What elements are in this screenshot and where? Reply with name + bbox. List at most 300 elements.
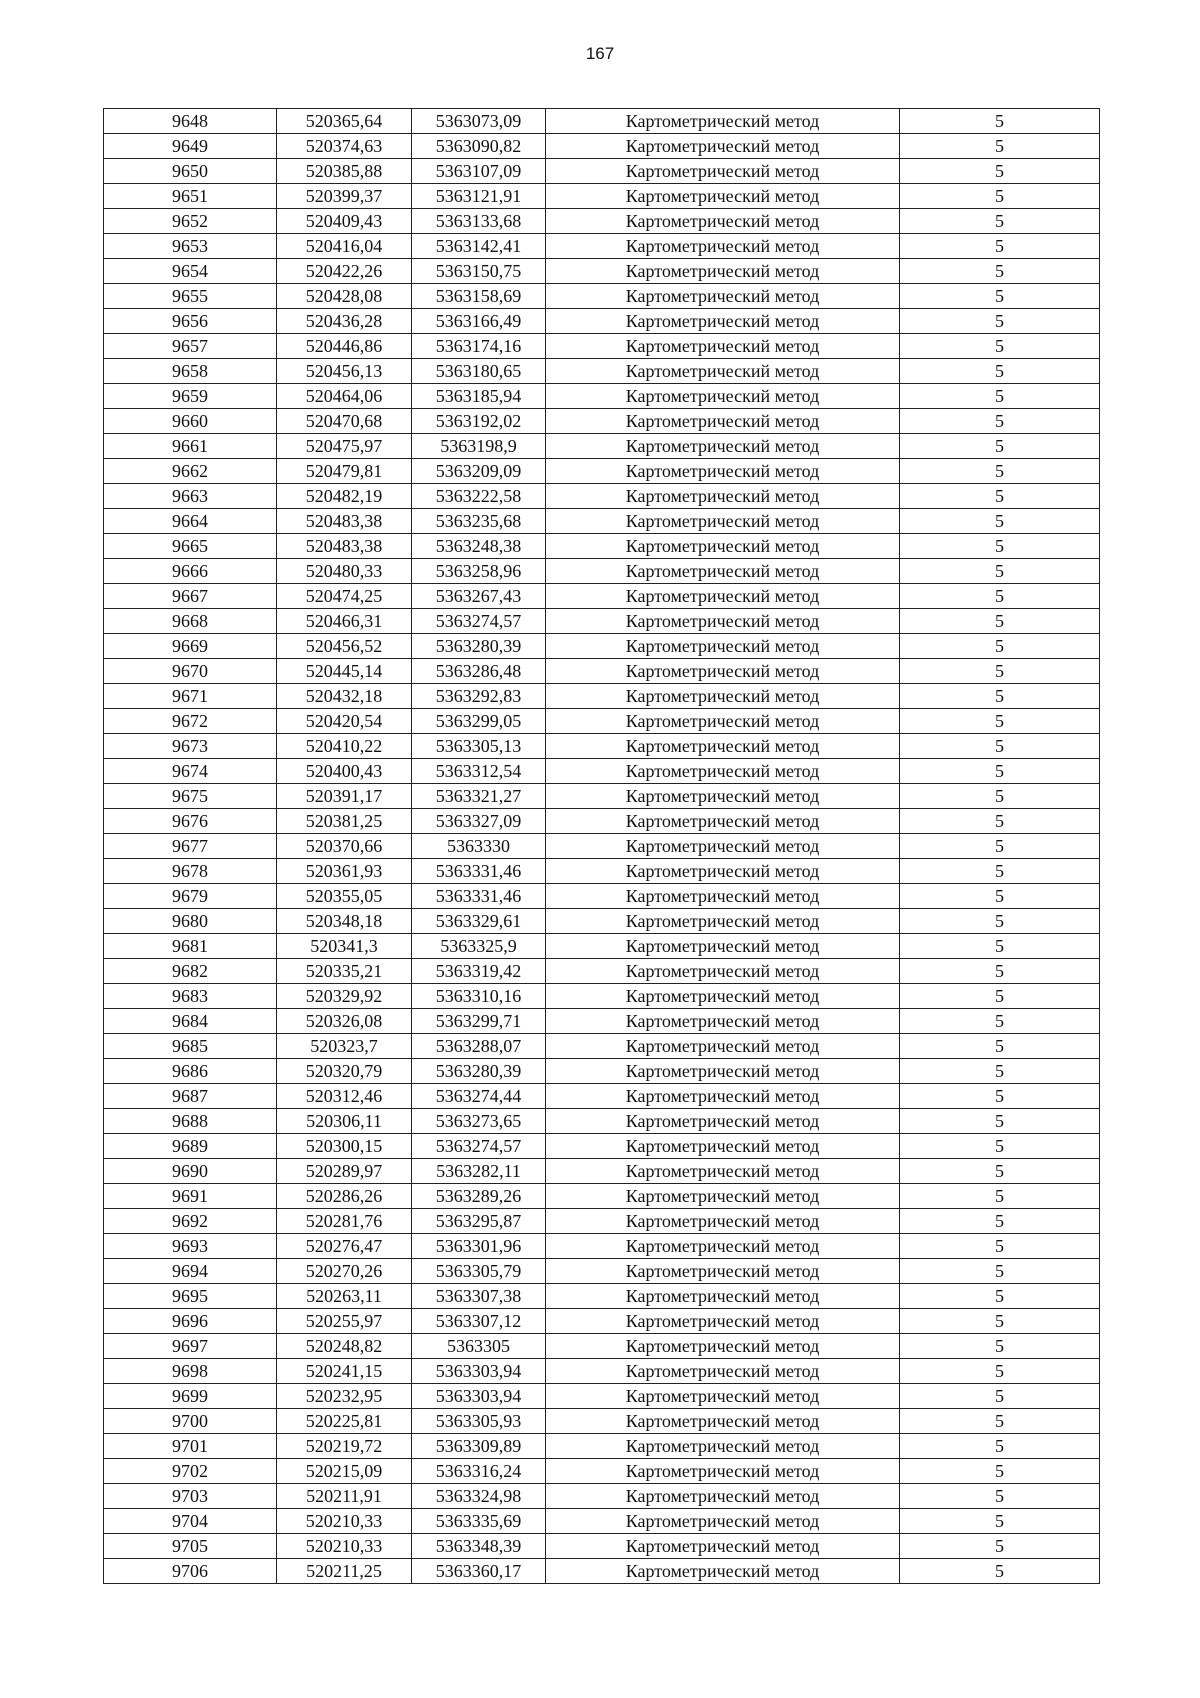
table-row [104, 1359, 1100, 1384]
x-coordinate-cell: 520355,05 [277, 884, 412, 909]
y-coordinate-cell: 5363325,9 [412, 934, 546, 959]
point-number-cell: 9671 [104, 684, 277, 709]
y-coordinate-cell: 5363305,13 [412, 734, 546, 759]
accuracy-cell: 5 [900, 909, 1100, 934]
y-coordinate-cell: 5363299,71 [412, 1009, 546, 1034]
point-number-cell: 9681 [104, 934, 277, 959]
table-row [104, 359, 1100, 384]
table-row [104, 634, 1100, 659]
accuracy-cell: 5 [900, 209, 1100, 234]
method-cell: Картометрический метод [546, 584, 900, 609]
table-row [104, 1209, 1100, 1234]
x-coordinate-cell: 520470,68 [277, 409, 412, 434]
table-row [104, 959, 1100, 984]
point-number-cell: 9648 [104, 109, 277, 134]
x-coordinate-cell: 520428,08 [277, 284, 412, 309]
point-number-cell: 9672 [104, 709, 277, 734]
point-number-cell: 9673 [104, 734, 277, 759]
y-coordinate-cell: 5363258,96 [412, 559, 546, 584]
method-cell: Картометрический метод [546, 184, 900, 209]
method-cell: Картометрический метод [546, 209, 900, 234]
method-cell: Картометрический метод [546, 1084, 900, 1109]
method-cell: Картометрический метод [546, 984, 900, 1009]
table-row [104, 609, 1100, 634]
method-cell: Картометрический метод [546, 859, 900, 884]
y-coordinate-cell: 5363305,79 [412, 1259, 546, 1284]
accuracy-cell: 5 [900, 1159, 1100, 1184]
x-coordinate-cell: 520365,64 [277, 109, 412, 134]
point-number-cell: 9651 [104, 184, 277, 209]
accuracy-cell: 5 [900, 1434, 1100, 1459]
table-row [104, 1334, 1100, 1359]
x-coordinate-cell: 520210,33 [277, 1534, 412, 1559]
point-number-cell: 9675 [104, 784, 277, 809]
point-number-cell: 9706 [104, 1559, 277, 1584]
x-coordinate-cell: 520281,76 [277, 1209, 412, 1234]
accuracy-cell: 5 [900, 434, 1100, 459]
y-coordinate-cell: 5363273,65 [412, 1109, 546, 1134]
y-coordinate-cell: 5363267,43 [412, 584, 546, 609]
point-number-cell: 9684 [104, 1009, 277, 1034]
y-coordinate-cell: 5363150,75 [412, 259, 546, 284]
point-number-cell: 9691 [104, 1184, 277, 1209]
table-row [104, 1084, 1100, 1109]
point-number-cell: 9687 [104, 1084, 277, 1109]
table-row [104, 509, 1100, 534]
accuracy-cell: 5 [900, 1534, 1100, 1559]
point-number-cell: 9692 [104, 1209, 277, 1234]
accuracy-cell: 5 [900, 1359, 1100, 1384]
x-coordinate-cell: 520210,33 [277, 1509, 412, 1534]
y-coordinate-cell: 5363133,68 [412, 209, 546, 234]
x-coordinate-cell: 520385,88 [277, 159, 412, 184]
table-row [104, 984, 1100, 1009]
y-coordinate-cell: 5363305,93 [412, 1409, 546, 1434]
method-cell: Картометрический метод [546, 1559, 900, 1584]
table-row [104, 184, 1100, 209]
y-coordinate-cell: 5363292,83 [412, 684, 546, 709]
table-row [104, 284, 1100, 309]
accuracy-cell: 5 [900, 709, 1100, 734]
y-coordinate-cell: 5363274,57 [412, 1134, 546, 1159]
accuracy-cell: 5 [900, 634, 1100, 659]
x-coordinate-cell: 520335,21 [277, 959, 412, 984]
point-number-cell: 9674 [104, 759, 277, 784]
point-number-cell: 9705 [104, 1534, 277, 1559]
y-coordinate-cell: 5363331,46 [412, 859, 546, 884]
accuracy-cell: 5 [900, 934, 1100, 959]
x-coordinate-cell: 520456,52 [277, 634, 412, 659]
point-number-cell: 9677 [104, 834, 277, 859]
point-number-cell: 9665 [104, 534, 277, 559]
y-coordinate-cell: 5363327,09 [412, 809, 546, 834]
x-coordinate-cell: 520474,25 [277, 584, 412, 609]
y-coordinate-cell: 5363303,94 [412, 1384, 546, 1409]
point-number-cell: 9689 [104, 1134, 277, 1159]
coordinates-table [103, 108, 1100, 1584]
table-row [104, 109, 1100, 134]
table-row [104, 1484, 1100, 1509]
x-coordinate-cell: 520323,7 [277, 1034, 412, 1059]
point-number-cell: 9701 [104, 1434, 277, 1459]
accuracy-cell: 5 [900, 1234, 1100, 1259]
accuracy-cell: 5 [900, 184, 1100, 209]
point-number-cell: 9699 [104, 1384, 277, 1409]
accuracy-cell: 5 [900, 1059, 1100, 1084]
y-coordinate-cell: 5363198,9 [412, 434, 546, 459]
y-coordinate-cell: 5363316,24 [412, 1459, 546, 1484]
accuracy-cell: 5 [900, 1459, 1100, 1484]
x-coordinate-cell: 520276,47 [277, 1234, 412, 1259]
y-coordinate-cell: 5363209,09 [412, 459, 546, 484]
method-cell: Картометрический метод [546, 1334, 900, 1359]
y-coordinate-cell: 5363248,38 [412, 534, 546, 559]
y-coordinate-cell: 5363222,58 [412, 484, 546, 509]
point-number-cell: 9679 [104, 884, 277, 909]
method-cell: Картометрический метод [546, 284, 900, 309]
point-number-cell: 9682 [104, 959, 277, 984]
point-number-cell: 9663 [104, 484, 277, 509]
point-number-cell: 9683 [104, 984, 277, 1009]
point-number-cell: 9649 [104, 134, 277, 159]
x-coordinate-cell: 520446,86 [277, 334, 412, 359]
method-cell: Картометрический метод [546, 684, 900, 709]
accuracy-cell: 5 [900, 1084, 1100, 1109]
accuracy-cell: 5 [900, 559, 1100, 584]
y-coordinate-cell: 5363282,11 [412, 1159, 546, 1184]
x-coordinate-cell: 520480,33 [277, 559, 412, 584]
y-coordinate-cell: 5363348,39 [412, 1534, 546, 1559]
point-number-cell: 9685 [104, 1034, 277, 1059]
y-coordinate-cell: 5363280,39 [412, 634, 546, 659]
accuracy-cell: 5 [900, 734, 1100, 759]
y-coordinate-cell: 5363307,12 [412, 1309, 546, 1334]
y-coordinate-cell: 5363331,46 [412, 884, 546, 909]
method-cell: Картометрический метод [546, 909, 900, 934]
accuracy-cell: 5 [900, 259, 1100, 284]
table-row [104, 309, 1100, 334]
table-row [104, 409, 1100, 434]
x-coordinate-cell: 520445,14 [277, 659, 412, 684]
x-coordinate-cell: 520464,06 [277, 384, 412, 409]
table-row [104, 1109, 1100, 1134]
table-row [104, 809, 1100, 834]
method-cell: Картометрический метод [546, 709, 900, 734]
x-coordinate-cell: 520270,26 [277, 1259, 412, 1284]
table-row [104, 884, 1100, 909]
table-row [104, 709, 1100, 734]
table-row [104, 234, 1100, 259]
point-number-cell: 9700 [104, 1409, 277, 1434]
point-number-cell: 9667 [104, 584, 277, 609]
table-row [104, 534, 1100, 559]
table-row [104, 1284, 1100, 1309]
x-coordinate-cell: 520211,91 [277, 1484, 412, 1509]
table-row [104, 484, 1100, 509]
x-coordinate-cell: 520300,15 [277, 1134, 412, 1159]
method-cell: Картометрический метод [546, 634, 900, 659]
method-cell: Картометрический метод [546, 734, 900, 759]
x-coordinate-cell: 520482,19 [277, 484, 412, 509]
table-row [104, 1434, 1100, 1459]
accuracy-cell: 5 [900, 459, 1100, 484]
y-coordinate-cell: 5363329,61 [412, 909, 546, 934]
method-cell: Картометрический метод [546, 659, 900, 684]
table-row [104, 334, 1100, 359]
x-coordinate-cell: 520320,79 [277, 1059, 412, 1084]
accuracy-cell: 5 [900, 334, 1100, 359]
table-row [104, 1234, 1100, 1259]
x-coordinate-cell: 520479,81 [277, 459, 412, 484]
y-coordinate-cell: 5363319,42 [412, 959, 546, 984]
method-cell: Картометрический метод [546, 1184, 900, 1209]
method-cell: Картометрический метод [546, 934, 900, 959]
accuracy-cell: 5 [900, 784, 1100, 809]
method-cell: Картометрический метод [546, 834, 900, 859]
point-number-cell: 9698 [104, 1359, 277, 1384]
y-coordinate-cell: 5363321,27 [412, 784, 546, 809]
accuracy-cell: 5 [900, 409, 1100, 434]
method-cell: Картометрический метод [546, 1009, 900, 1034]
x-coordinate-cell: 520326,08 [277, 1009, 412, 1034]
y-coordinate-cell: 5363303,94 [412, 1359, 546, 1384]
method-cell: Картометрический метод [546, 234, 900, 259]
method-cell: Картометрический метод [546, 1459, 900, 1484]
page-number: 167 [585, 44, 615, 63]
accuracy-cell: 5 [900, 659, 1100, 684]
method-cell: Картометрический метод [546, 1484, 900, 1509]
table-row [104, 909, 1100, 934]
y-coordinate-cell: 5363286,48 [412, 659, 546, 684]
method-cell: Картометрический метод [546, 759, 900, 784]
accuracy-cell: 5 [900, 1009, 1100, 1034]
method-cell: Картометрический метод [546, 1384, 900, 1409]
point-number-cell: 9697 [104, 1334, 277, 1359]
accuracy-cell: 5 [900, 359, 1100, 384]
table-row [104, 859, 1100, 884]
accuracy-cell: 5 [900, 159, 1100, 184]
accuracy-cell: 5 [900, 534, 1100, 559]
x-coordinate-cell: 520211,25 [277, 1559, 412, 1584]
method-cell: Картометрический метод [546, 384, 900, 409]
method-cell: Картометрический метод [546, 1059, 900, 1084]
x-coordinate-cell: 520225,81 [277, 1409, 412, 1434]
table-row [104, 584, 1100, 609]
method-cell: Картометрический метод [546, 509, 900, 534]
point-number-cell: 9652 [104, 209, 277, 234]
y-coordinate-cell: 5363166,49 [412, 309, 546, 334]
y-coordinate-cell: 5363107,09 [412, 159, 546, 184]
point-number-cell: 9650 [104, 159, 277, 184]
table-row [104, 134, 1100, 159]
table-row [104, 659, 1100, 684]
y-coordinate-cell: 5363090,82 [412, 134, 546, 159]
y-coordinate-cell: 5363295,87 [412, 1209, 546, 1234]
accuracy-cell: 5 [900, 1259, 1100, 1284]
table-row [104, 1034, 1100, 1059]
x-coordinate-cell: 520255,97 [277, 1309, 412, 1334]
table-row [104, 784, 1100, 809]
table-row [104, 1459, 1100, 1484]
accuracy-cell: 5 [900, 234, 1100, 259]
accuracy-cell: 5 [900, 1034, 1100, 1059]
method-cell: Картометрический метод [546, 1209, 900, 1234]
method-cell: Картометрический метод [546, 1259, 900, 1284]
point-number-cell: 9660 [104, 409, 277, 434]
point-number-cell: 9659 [104, 384, 277, 409]
table-row [104, 1134, 1100, 1159]
point-number-cell: 9655 [104, 284, 277, 309]
x-coordinate-cell: 520410,22 [277, 734, 412, 759]
y-coordinate-cell: 5363312,54 [412, 759, 546, 784]
x-coordinate-cell: 520399,37 [277, 184, 412, 209]
table-row [104, 1509, 1100, 1534]
x-coordinate-cell: 520361,93 [277, 859, 412, 884]
x-coordinate-cell: 520420,54 [277, 709, 412, 734]
x-coordinate-cell: 520248,82 [277, 1334, 412, 1359]
y-coordinate-cell: 5363235,68 [412, 509, 546, 534]
point-number-cell: 9662 [104, 459, 277, 484]
accuracy-cell: 5 [900, 1409, 1100, 1434]
table-row [104, 1059, 1100, 1084]
y-coordinate-cell: 5363121,91 [412, 184, 546, 209]
table-row [104, 759, 1100, 784]
point-number-cell: 9690 [104, 1159, 277, 1184]
method-cell: Картометрический метод [546, 159, 900, 184]
accuracy-cell: 5 [900, 959, 1100, 984]
method-cell: Картометрический метод [546, 1109, 900, 1134]
table-row [104, 1534, 1100, 1559]
y-coordinate-cell: 5363174,16 [412, 334, 546, 359]
method-cell: Картометрический метод [546, 809, 900, 834]
point-number-cell: 9680 [104, 909, 277, 934]
table-row [104, 1559, 1100, 1584]
x-coordinate-cell: 520374,63 [277, 134, 412, 159]
method-cell: Картометрический метод [546, 109, 900, 134]
y-coordinate-cell: 5363274,44 [412, 1084, 546, 1109]
y-coordinate-cell: 5363185,94 [412, 384, 546, 409]
method-cell: Картометрический метод [546, 609, 900, 634]
table-row [104, 1259, 1100, 1284]
accuracy-cell: 5 [900, 1284, 1100, 1309]
method-cell: Картометрический метод [546, 1134, 900, 1159]
x-coordinate-cell: 520263,11 [277, 1284, 412, 1309]
table-row [104, 1409, 1100, 1434]
y-coordinate-cell: 5363310,16 [412, 984, 546, 1009]
point-number-cell: 9694 [104, 1259, 277, 1284]
x-coordinate-cell: 520422,26 [277, 259, 412, 284]
x-coordinate-cell: 520306,11 [277, 1109, 412, 1134]
coordinates-table-body [104, 109, 1100, 1584]
point-number-cell: 9666 [104, 559, 277, 584]
accuracy-cell: 5 [900, 1559, 1100, 1584]
y-coordinate-cell: 5363307,38 [412, 1284, 546, 1309]
table-row [104, 1184, 1100, 1209]
y-coordinate-cell: 5363158,69 [412, 284, 546, 309]
x-coordinate-cell: 520341,3 [277, 934, 412, 959]
accuracy-cell: 5 [900, 1209, 1100, 1234]
method-cell: Картометрический метод [546, 259, 900, 284]
point-number-cell: 9661 [104, 434, 277, 459]
method-cell: Картометрический метод [546, 1159, 900, 1184]
point-number-cell: 9653 [104, 234, 277, 259]
method-cell: Картометрический метод [546, 1534, 900, 1559]
x-coordinate-cell: 520391,17 [277, 784, 412, 809]
accuracy-cell: 5 [900, 684, 1100, 709]
method-cell: Картометрический метод [546, 534, 900, 559]
method-cell: Картометрический метод [546, 1359, 900, 1384]
y-coordinate-cell: 5363274,57 [412, 609, 546, 634]
method-cell: Картометрический метод [546, 359, 900, 384]
table-row [104, 834, 1100, 859]
method-cell: Картометрический метод [546, 559, 900, 584]
table-row [104, 734, 1100, 759]
y-coordinate-cell: 5363299,05 [412, 709, 546, 734]
method-cell: Картометрический метод [546, 1409, 900, 1434]
point-number-cell: 9702 [104, 1459, 277, 1484]
x-coordinate-cell: 520329,92 [277, 984, 412, 1009]
y-coordinate-cell: 5363301,96 [412, 1234, 546, 1259]
y-coordinate-cell: 5363309,89 [412, 1434, 546, 1459]
x-coordinate-cell: 520312,46 [277, 1084, 412, 1109]
accuracy-cell: 5 [900, 1184, 1100, 1209]
table-row [104, 434, 1100, 459]
table-row [104, 1009, 1100, 1034]
method-cell: Картометрический метод [546, 1509, 900, 1534]
accuracy-cell: 5 [900, 859, 1100, 884]
method-cell: Картометрический метод [546, 1034, 900, 1059]
table-row [104, 459, 1100, 484]
method-cell: Картометрический метод [546, 959, 900, 984]
x-coordinate-cell: 520219,72 [277, 1434, 412, 1459]
point-number-cell: 9696 [104, 1309, 277, 1334]
y-coordinate-cell: 5363288,07 [412, 1034, 546, 1059]
method-cell: Картометрический метод [546, 484, 900, 509]
method-cell: Картометрический метод [546, 1309, 900, 1334]
point-number-cell: 9656 [104, 309, 277, 334]
method-cell: Картометрический метод [546, 1234, 900, 1259]
x-coordinate-cell: 520241,15 [277, 1359, 412, 1384]
method-cell: Картометрический метод [546, 1284, 900, 1309]
y-coordinate-cell: 5363180,65 [412, 359, 546, 384]
accuracy-cell: 5 [900, 1509, 1100, 1534]
method-cell: Картометрический метод [546, 1434, 900, 1459]
accuracy-cell: 5 [900, 309, 1100, 334]
method-cell: Картометрический метод [546, 459, 900, 484]
x-coordinate-cell: 520466,31 [277, 609, 412, 634]
point-number-cell: 9664 [104, 509, 277, 534]
accuracy-cell: 5 [900, 384, 1100, 409]
point-number-cell: 9703 [104, 1484, 277, 1509]
x-coordinate-cell: 520400,43 [277, 759, 412, 784]
y-coordinate-cell: 5363305 [412, 1334, 546, 1359]
y-coordinate-cell: 5363335,69 [412, 1509, 546, 1534]
x-coordinate-cell: 520289,97 [277, 1159, 412, 1184]
x-coordinate-cell: 520475,97 [277, 434, 412, 459]
method-cell: Картометрический метод [546, 884, 900, 909]
accuracy-cell: 5 [900, 834, 1100, 859]
x-coordinate-cell: 520215,09 [277, 1459, 412, 1484]
x-coordinate-cell: 520416,04 [277, 234, 412, 259]
point-number-cell: 9686 [104, 1059, 277, 1084]
accuracy-cell: 5 [900, 509, 1100, 534]
point-number-cell: 9670 [104, 659, 277, 684]
x-coordinate-cell: 520432,18 [277, 684, 412, 709]
y-coordinate-cell: 5363192,02 [412, 409, 546, 434]
table-row [104, 1159, 1100, 1184]
accuracy-cell: 5 [900, 1134, 1100, 1159]
y-coordinate-cell: 5363360,17 [412, 1559, 546, 1584]
